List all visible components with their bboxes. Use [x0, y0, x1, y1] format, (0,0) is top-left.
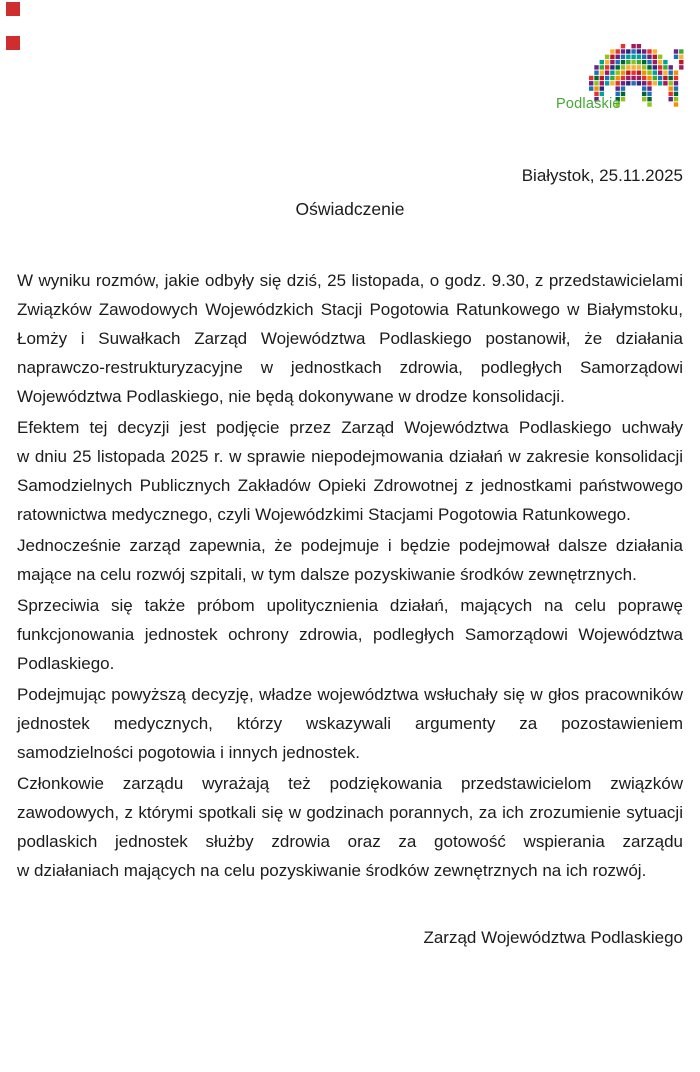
- body-paragraph: Jednocześnie zarząd zapewnia, że podejmuje i będzie podejmował dalsze działania mające na celu rozwój szpitali, w tym dalsze pozyskiwanie środków zewnętrznych.: [17, 536, 683, 584]
- signature: Zarząd Województwa Podlaskiego: [423, 928, 683, 947]
- body-paragraph: Efektem tej decyzji jest podjęcie przez Zarząd Województwa Podlaskiego uchwały w dniu 25 listopada 2025 r. w sprawie niepodejmowania działań w zakresie konsolidacji Samodzielnych Publicznych Zakładów Opieki Zdrowotnej z jednostkami państwowego ratownictwa medycznego, czyli Wojewódzkimi Stacjami Pogotowia Ratunkowego.: [17, 418, 683, 524]
- body-paragraph: W wyniku rozmów, jakie odbyły się dziś, 25 listopada, o godz. 9.30, z przedstawicielami Związków Zawodowych Wojewódzkich Stacji Pogotowia Ratunkowego w Białymstoku, Łomży i Suwałkach Zarząd Województwa Podlaskiego postanowił, że działania naprawczo-restrukturyzacyjne w jednostkach zdrowia, podległych Samorządowi Województwa Podlaskiego, nie będą dokonywane w drodze konsolidacji.: [17, 271, 683, 406]
- logo-label: Podlaskie: [556, 96, 621, 112]
- podlaskie-logo: [556, 44, 690, 118]
- body-paragraph: Sprzeciwia się także próbom upolitycznienia działań, mających na celu poprawę funkcjonowania jednostek ochrony zdrowia, podległych Samorządowi Województwa Podlaskiego.: [17, 596, 683, 673]
- place-date: Białystok, 25.11.2025: [521, 166, 683, 185]
- body-paragraph: Podejmując powyższą decyzję, władze województwa wsłuchały się w głos pracowników jednostek medycznych, którzy wskazywali argumenty za pozostawieniem samodzielności pogotowia i innych jednostek.: [17, 685, 683, 762]
- red-edge-mark: [6, 2, 20, 16]
- red-edge-mark: [6, 36, 20, 50]
- statement-body: [17, 266, 683, 885]
- page-title: Oświadczenie: [295, 199, 405, 219]
- body-paragraph: Członkowie zarządu wyrażają też podziękowania przedstawicielom związków zawodowych, z którymi spotkali się w godzinach porannych, za ich zrozumienie sytuacji podlaskich jednostek służby zdrowia oraz za gotowość wspierania zarządu w działaniach mających na celu pozyskiwanie środków zewnętrznych na ich rozwój.: [17, 774, 683, 880]
